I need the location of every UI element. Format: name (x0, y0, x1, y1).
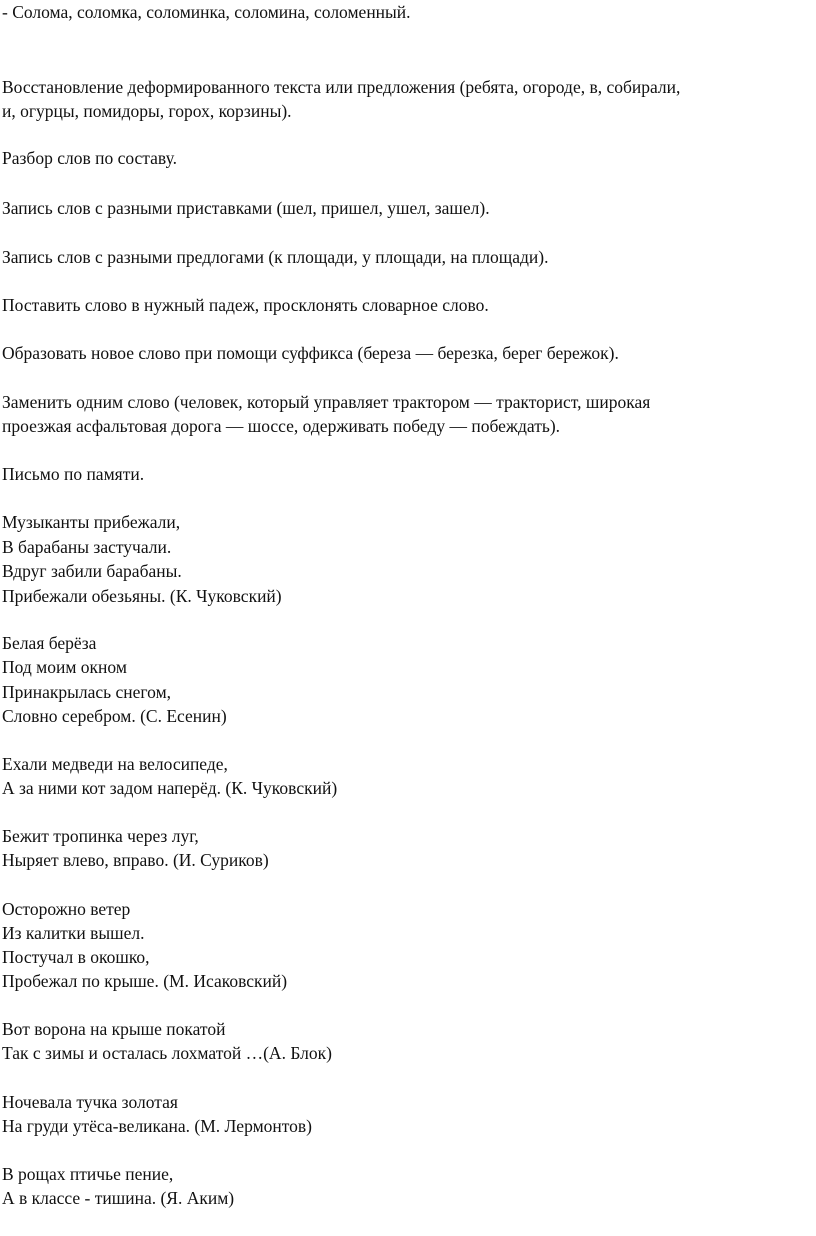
text-line: и, огурцы, помидоры, горох, корзины). (2, 101, 292, 121)
poem-line: Прибежали обезьяны. (К. Чуковский) (2, 586, 282, 606)
poem-line: В рощах птичье пение, (2, 1164, 174, 1184)
poem-line: На груди утёса-великана. (М. Лермонтов) (2, 1116, 313, 1136)
poem-line: Ехали медведи на велосипеде, (2, 754, 228, 774)
text-line: - Солома, соломка, соломинка, соломина, соломенный. (2, 2, 411, 22)
poem-line: Белая берёза (2, 633, 97, 653)
poem-line: Вдруг забили барабаны. (2, 561, 182, 581)
poem-line: Ночевала тучка золотая (2, 1092, 178, 1112)
poem-line: Так с зимы и осталась лохматой …(А. Блок) (2, 1043, 332, 1063)
poem-line: Ныряет влево, вправо. (И. Суриков) (2, 850, 269, 870)
text-line: Заменить одним слово (человек, который управляет трактором — тракторист, широкая (2, 392, 651, 412)
text-line: Восстановление деформированного текста или предложения (ребята, огороде, в, собирали, (2, 77, 681, 97)
poem-line: Словно серебром. (С. Есенин) (2, 706, 227, 726)
text-line: Разбор слов по составу. (2, 148, 177, 168)
poem-line: А за ними кот задом наперёд. (К. Чуковский) (2, 778, 338, 798)
poem-line: Принакрылась снегом, (2, 682, 172, 702)
poem-line: Музыканты прибежали, (2, 512, 181, 532)
poem-line: Пробежал по крыше. (М. Исаковский) (2, 971, 288, 991)
poem-line: Осторожно ветер (2, 899, 131, 919)
poem-line: Под моим окном (2, 657, 127, 677)
text-line: проезжая асфальтовая дорога — шоссе, одерживать победу — побеждать). (2, 416, 561, 436)
poem-line: А в классе - тишина. (Я. Аким) (2, 1188, 235, 1208)
poem-line: В барабаны застучали. (2, 537, 172, 557)
text-line: Образовать новое слово при помощи суффикса (береза — березка, берег бережок). (2, 343, 619, 363)
poem-line: Постучал в окошко, (2, 947, 150, 967)
poem-line: Бежит тропинка через луг, (2, 826, 199, 846)
text-line: Запись слов с разными предлогами (к площади, у площади, на площади). (2, 247, 549, 267)
text-line: Запись слов с разными приставками (шел, пришел, ушел, зашел). (2, 198, 490, 218)
text-line: Поставить слово в нужный падеж, просклонять словарное слово. (2, 295, 489, 315)
text-line: Письмо по памяти. (2, 464, 145, 484)
poem-line: Вот ворона на крыше покатой (2, 1019, 226, 1039)
poem-line: Из калитки вышел. (2, 923, 145, 943)
